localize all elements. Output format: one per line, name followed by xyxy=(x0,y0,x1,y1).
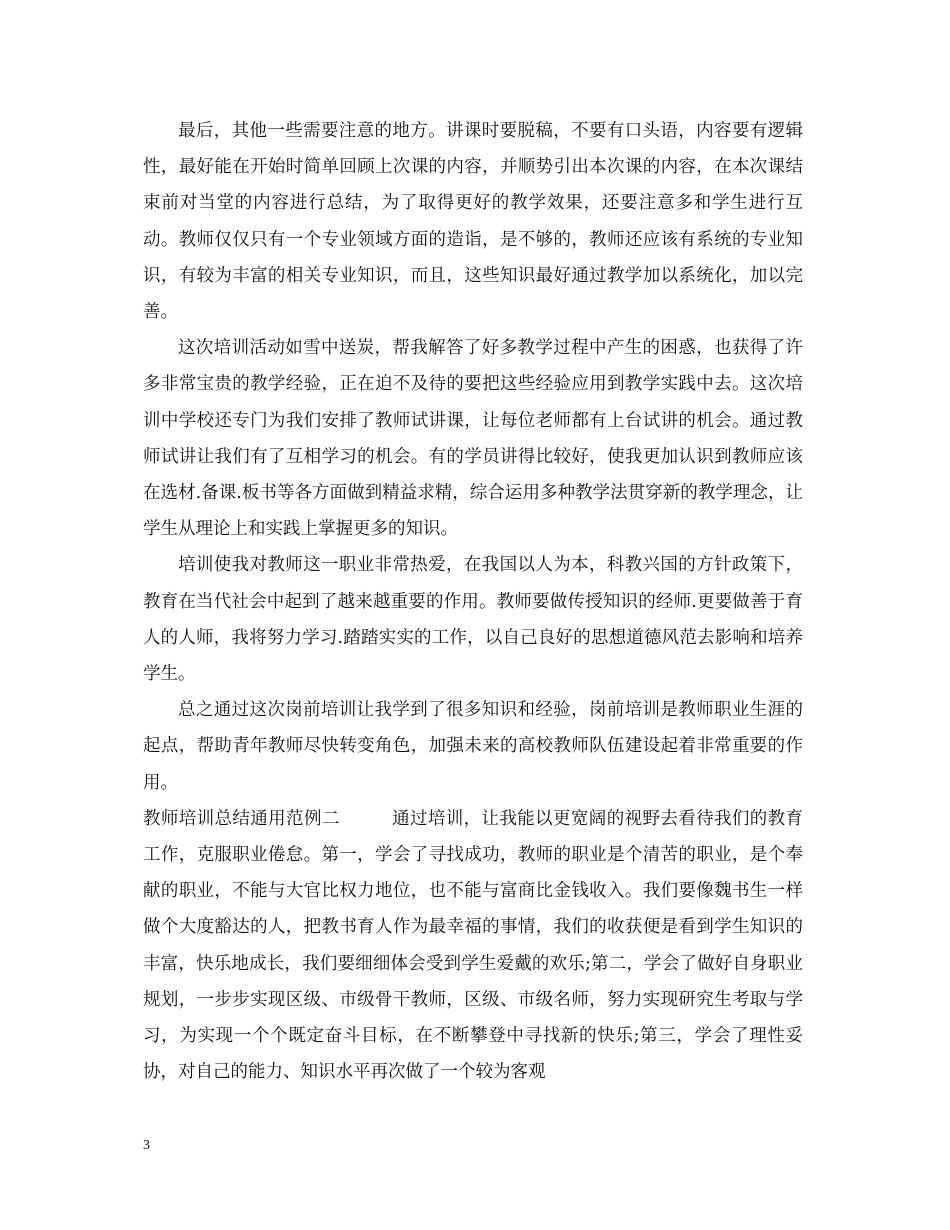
paragraph-2: 这次培训活动如雪中送炭，帮我解答了好多教学过程中产生的困惑，也获得了许多非常宝贵的教学经验，正在迫不及待的要把这些经验应用到教学实践中去。这次培训中学校还专门为我们安排了教师试讲课，让每位老师都有上台试讲的机会。通过教师试讲让我们有了互相学习的机会。有的学员讲得比较好，使我更加认识到教师应该在选材.备课.板书等各方面做到精益求精，综合运用多种教学法贯穿新的教学理念，让学生从理论上和实践上掌握更多的知识。 xyxy=(143,338,803,540)
paragraph-1: 最后，其他一些需要注意的地方。讲课时要脱稿，不要有口头语，内容要有逻辑性，最好能在开始时简单回顾上次课的内容，并顺势引出本次课的内容，在本次课结束前对当堂的内容进行总结，为了取得更好的教学效果，还要注意多和学生进行互动。教师仅仅只有一个专业领域方面的造诣，是不够的，教师还应该有系统的专业知识，有较为丰富的相关专业知识，而且，这些知识最好通过教学加以系统化，加以完善。 xyxy=(143,121,803,323)
document-body xyxy=(143,113,803,1090)
paragraph-3: 培训使我对教师这一职业非常热爱，在我国以人为本，科教兴国的方针政策下，教育在当代社会中起到了越来越重要的作用。教师要做传授知识的经师.更要做善于育人的人师，我将努力学习.踏踏实实的工作，以自己良好的思想道德风范去影响和培养学生。 xyxy=(143,555,803,685)
page-number: 3 xyxy=(143,1138,150,1153)
paragraph-4: 总之通过这次岗前培训让我学到了很多知识和经验，岗前培训是教师职业生涯的起点，帮助青年教师尽快转变角色，加强未来的高校教师队伍建设起着非常重要的作用。 xyxy=(143,700,803,793)
section-text: 通过培训，让我能以更宽阔的视野去看待我们的教育工作，克服职业倦怠。第一，学会了寻找成功，教师的职业是个清苦的职业，是个奉献的职业，不能与大官比权力地位，也不能与富商比金钱收入。我们要像魏书生一样做个大度豁达的人，把教书育人作为最幸福的事情，我们的收获便是看到学生知识的丰富，快乐地成长，我们要细细体会受到学生爱戴的欢乐;第二，学会了做好自身职业规划，一步步实现区级、市级骨干教师，区级、市级名师，努力实现研究生考取与学习，为实现一个个既定奋斗目标，在不断攀登中寻找新的快乐;第三，学会了理性妥协，对自己的能力、知识水平再次做了一个较为客观 xyxy=(143,808,804,1083)
section-paragraph xyxy=(143,801,803,1091)
section-title: 教师培训总结通用范例二 xyxy=(143,808,340,829)
